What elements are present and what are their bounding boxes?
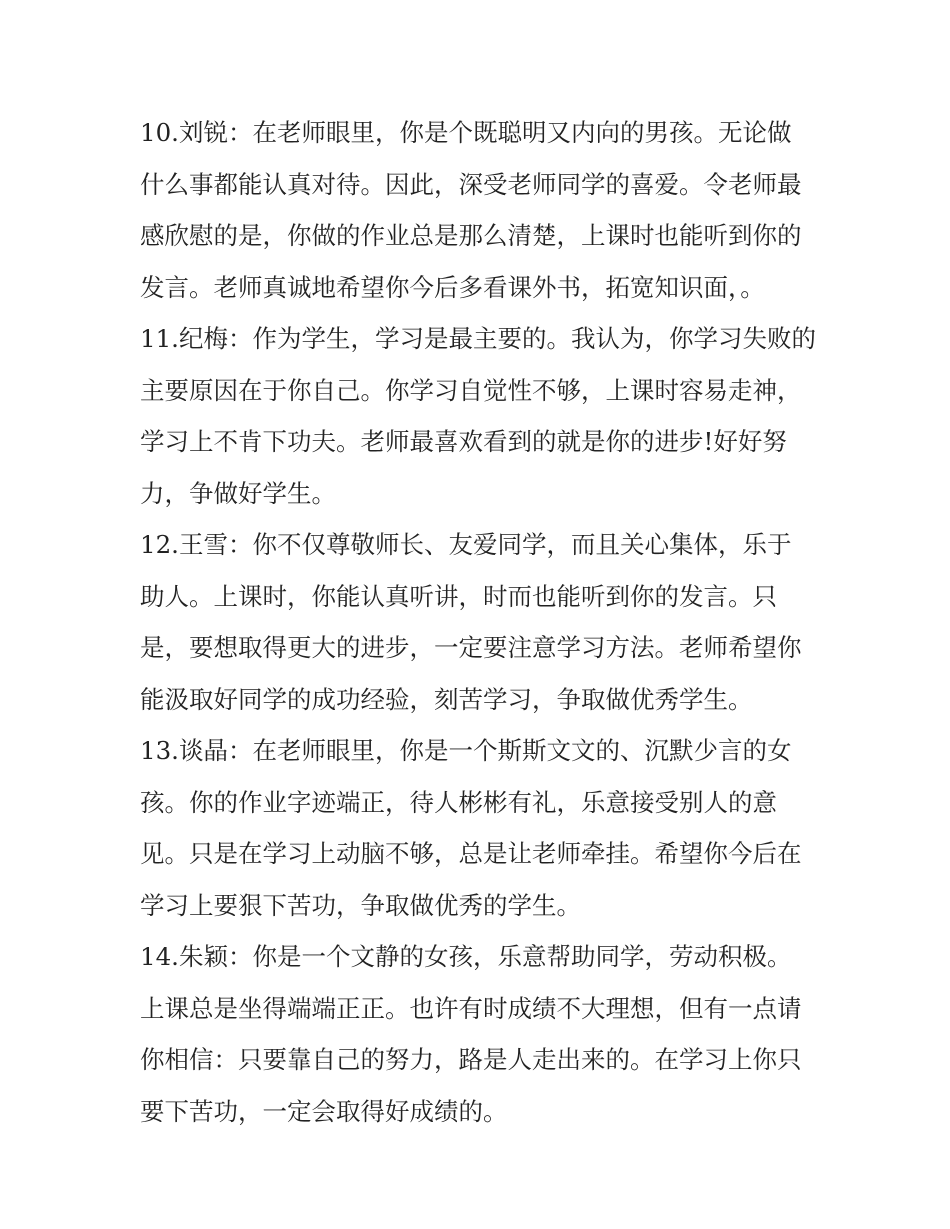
text-line: 感欣慰的是，你做的作业总是那么清楚，上课时也能听到你的 <box>140 221 802 250</box>
text-line: 什么事都能认真对待。因此，深受老师同学的喜爱。令老师最 <box>140 169 802 199</box>
text-line: 13.谈晶：在老师眼里，你是一个斯斯文文的、沉默少言的女 <box>140 736 792 765</box>
text-line: 学习上不肯下功夫。老师最喜欢看到的就是你的进步!好好努 <box>140 427 787 456</box>
text-line: 要下苦功，一定会取得好成绩的。 <box>140 1096 508 1126</box>
text-line: 你相信：只要靠自己的努力，路是人走出来的。在学习上你只 <box>140 1045 802 1074</box>
text-line: 孩。你的作业字迹端正，待人彬彬有礼，乐意接受别人的意 <box>140 787 777 817</box>
text-line: 见。只是在学习上动脑不够，总是让老师牵挂。希望你今后在 <box>140 839 802 868</box>
text-line: 主要原因在于你自己。你学习自觉性不够，上课时容易走神， <box>140 375 802 405</box>
text-line: 力，争做好学生。 <box>140 478 336 508</box>
text-line: 11.纪梅：作为学生，学习是最主要的。我认为，你学习失败的 <box>140 324 816 353</box>
text-line: 14.朱颖：你是一个文静的女孩，乐意帮助同学，劳动积极。 <box>140 942 792 971</box>
text-line: 上课总是坐得端端正正。也许有时成绩不大理想，但有一点请 <box>140 993 802 1023</box>
text-line: 12.王雪：你不仅尊敬师长、友爱同学，而且关心集体，乐于 <box>140 530 792 559</box>
text-line: 助人。上课时，你能认真听讲，时而也能听到你的发言。只 <box>140 581 777 611</box>
document-body <box>140 107 816 1137</box>
text-line: 是，要想取得更大的进步，一定要注意学习方法。老师希望你 <box>140 633 802 662</box>
text-line: 发言。老师真诚地希望你今后多看课外书，拓宽知识面，。 <box>140 272 765 302</box>
text-line: 学习上要狠下苦功，争取做优秀的学生。 <box>140 890 581 920</box>
text-line: 10.刘锐：在老师眼里，你是个既聪明又内向的男孩。无论做 <box>140 118 792 147</box>
text-line: 能汲取好同学的成功经验，刻苦学习，争取做优秀学生。 <box>140 684 753 714</box>
